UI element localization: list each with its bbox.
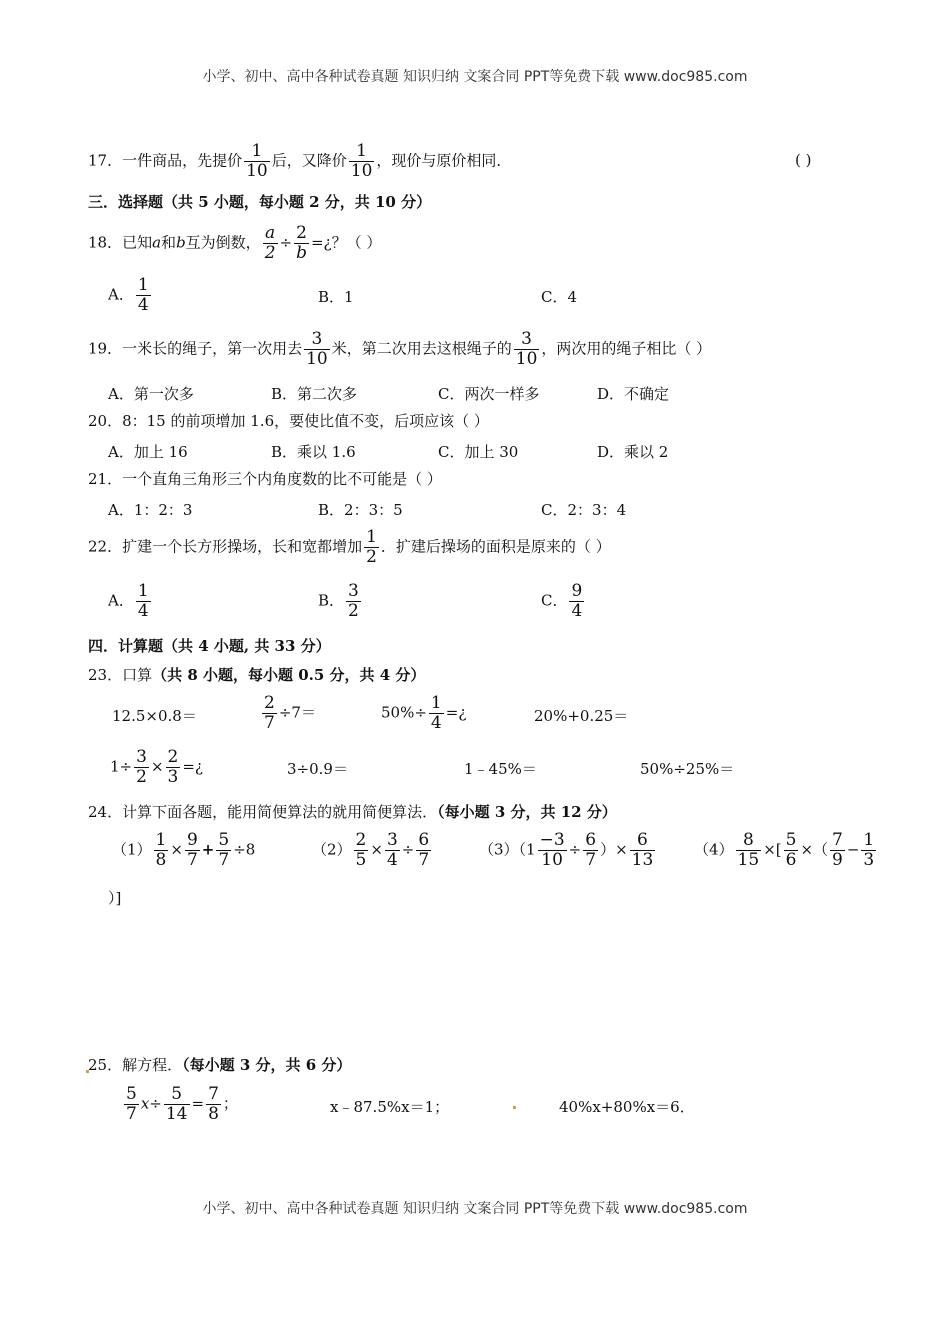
stray-dot-2: [513, 1106, 516, 1109]
question-17: [88, 142, 511, 181]
q19-option-c[interactable]: C．两次一样多: [438, 385, 540, 403]
q17-fraction-2: $\frac{1}{10}$: [350, 141, 373, 181]
q18-option-c[interactable]: C．4: [541, 288, 578, 306]
q23-expr-3: 50%÷ $\frac{1}{4}$ =¿: [381, 693, 467, 733]
q22-option-b-fraction: $\frac{3}{2}$: [348, 581, 359, 621]
q25-equation-2: x﹣87.5%x＝1；: [330, 1098, 450, 1116]
q23-expr-7: 1﹣45%＝: [464, 760, 537, 778]
q18-option-a[interactable]: A． $\frac{1}{4}$: [108, 275, 149, 315]
q18-fraction-b: $\frac{2}{b}$: [296, 223, 307, 263]
q17-text-b: 后，又降价: [271, 151, 347, 170]
question-22: 22．扩建一个长方形操场，长和宽都增加 $\frac{1}{2}$ ．扩建后操场的面积是原来的（ ）: [88, 527, 611, 567]
q20-option-d[interactable]: D．乘以 2: [597, 443, 669, 461]
q19-fraction-2: $\frac{3}{10}$: [515, 329, 538, 369]
question-21: 21．一个直角三角形三个内角度数的比不可能是（ ）: [88, 470, 442, 488]
q22-option-b[interactable]: B． $\frac{3}{2}$: [318, 581, 359, 621]
q18-option-b[interactable]: B．1: [318, 288, 354, 306]
q23-expr-8: 50%÷25%＝: [640, 760, 735, 778]
q20-option-b[interactable]: B．乘以 1.6: [271, 443, 356, 461]
q24-part-4: （4） $\frac{8}{15}$ ×[ $\frac{5}{6}$ ×（ $\frac{7}{9}$ − $\frac{1}{3}$: [694, 830, 875, 870]
q25-equation-3: 40%x+80%x＝6．: [559, 1098, 695, 1116]
q21-option-b[interactable]: B．2：3：5: [318, 501, 403, 519]
question-20: 20．8：15 的前项增加 1.6，要使比值不变，后项应该（ ）: [88, 412, 489, 430]
question-24: 24．计算下面各题，能用简便算法的就用简便算法．（每小题 3 分，共 12 分）: [88, 803, 617, 821]
q25-equation-1: $\frac{5}{7}$ x÷ $\frac{5}{14}$ = $\frac{7}{8}$ ；: [126, 1084, 238, 1124]
q20-option-a[interactable]: A．加上 16: [108, 443, 188, 461]
q19-option-b[interactable]: B．第二次多: [271, 385, 358, 403]
q17-text-c: ，现价与原价相同．: [376, 151, 512, 170]
q23-expr-1: 12.5×0.8＝: [112, 707, 197, 725]
question-18: 18．已知a和b互为倒数， $\frac{a}{2}$ ÷ $\frac{2}{b}$ =¿？（ ）: [88, 223, 382, 263]
q18-fraction-a: $\frac{a}{2}$: [264, 223, 276, 263]
q22-option-a-fraction: $\frac{1}{4}$: [137, 581, 149, 621]
page-header: 小学、初中、高中各种试卷真题 知识归纳 文案合同 PPT等免费下载 www.doc985.com: [202, 69, 748, 85]
q22-option-c[interactable]: C． $\frac{9}{4}$: [541, 581, 583, 621]
page-footer: 小学、初中、高中各种试卷真题 知识归纳 文案合同 PPT等免费下载 www.doc985.com: [202, 1201, 748, 1217]
q24-part-1: （1） $\frac{1}{8}$ × $\frac{9}{7}$ + $\frac{5}{7}$ ÷8: [112, 830, 256, 870]
q17-text-a: 17．一件商品，先提价: [88, 151, 243, 170]
q20-option-c[interactable]: C．加上 30: [438, 443, 519, 461]
q23-expr-4: 20%+0.25＝: [534, 707, 629, 725]
q18-option-a-fraction: $\frac{1}{4}$: [137, 275, 149, 315]
q19-option-d[interactable]: D．不确定: [597, 385, 670, 403]
q21-option-c[interactable]: C．2：3：4: [541, 501, 627, 519]
q23-expr-5: 1÷ $\frac{3}{2}$ × $\frac{2}{3}$ =¿: [110, 747, 203, 787]
q22-option-c-fraction: $\frac{9}{4}$: [571, 581, 583, 621]
question-23: 23．口算（共 8 小题，每小题 0.5 分，共 4 分）: [88, 666, 426, 684]
q24-part-4-wrap: ）]: [108, 889, 122, 907]
section-4-title: 四．计算题（共 4 小题, 共 33 分）: [88, 637, 331, 655]
q24-part-3: （3）（1 $\frac{-3}{10}$ ÷ $\frac{6}{7}$ ）× $\frac{6}{13}$: [479, 830, 654, 870]
question-25: 25．解方程．（每小题 3 分，共 6 分）: [88, 1056, 352, 1074]
q19-fraction-1: $\frac{3}{10}$: [306, 329, 328, 369]
q22-option-a[interactable]: A． $\frac{1}{4}$: [108, 581, 149, 621]
q17-answer-paren: ( ): [795, 151, 812, 169]
q17-fraction-1: $\frac{1}{10}$: [246, 141, 268, 181]
section-3-title: 三．选择题（共 5 小题，每小题 2 分，共 10 分）: [88, 193, 432, 211]
q22-fraction: $\frac{1}{2}$: [366, 527, 377, 567]
q19-option-a[interactable]: A．第一次多: [108, 385, 194, 403]
question-19: 19．一米长的绳子，第一次用去 $\frac{3}{10}$ 米，第二次用去这根绳子的 $\frac{3}{10}$ ，两次用的绳子相比（ ）: [88, 329, 712, 369]
q23-expr-6: 3÷0.9＝: [287, 760, 348, 778]
q23-expr-2: $\frac{2}{7}$ ÷7＝: [264, 693, 316, 733]
q24-part-2: （2） $\frac{2}{5}$ × $\frac{3}{4}$ ÷ $\frac{6}{7}$: [312, 830, 430, 870]
q21-option-a[interactable]: A．1：2：3: [108, 501, 193, 519]
